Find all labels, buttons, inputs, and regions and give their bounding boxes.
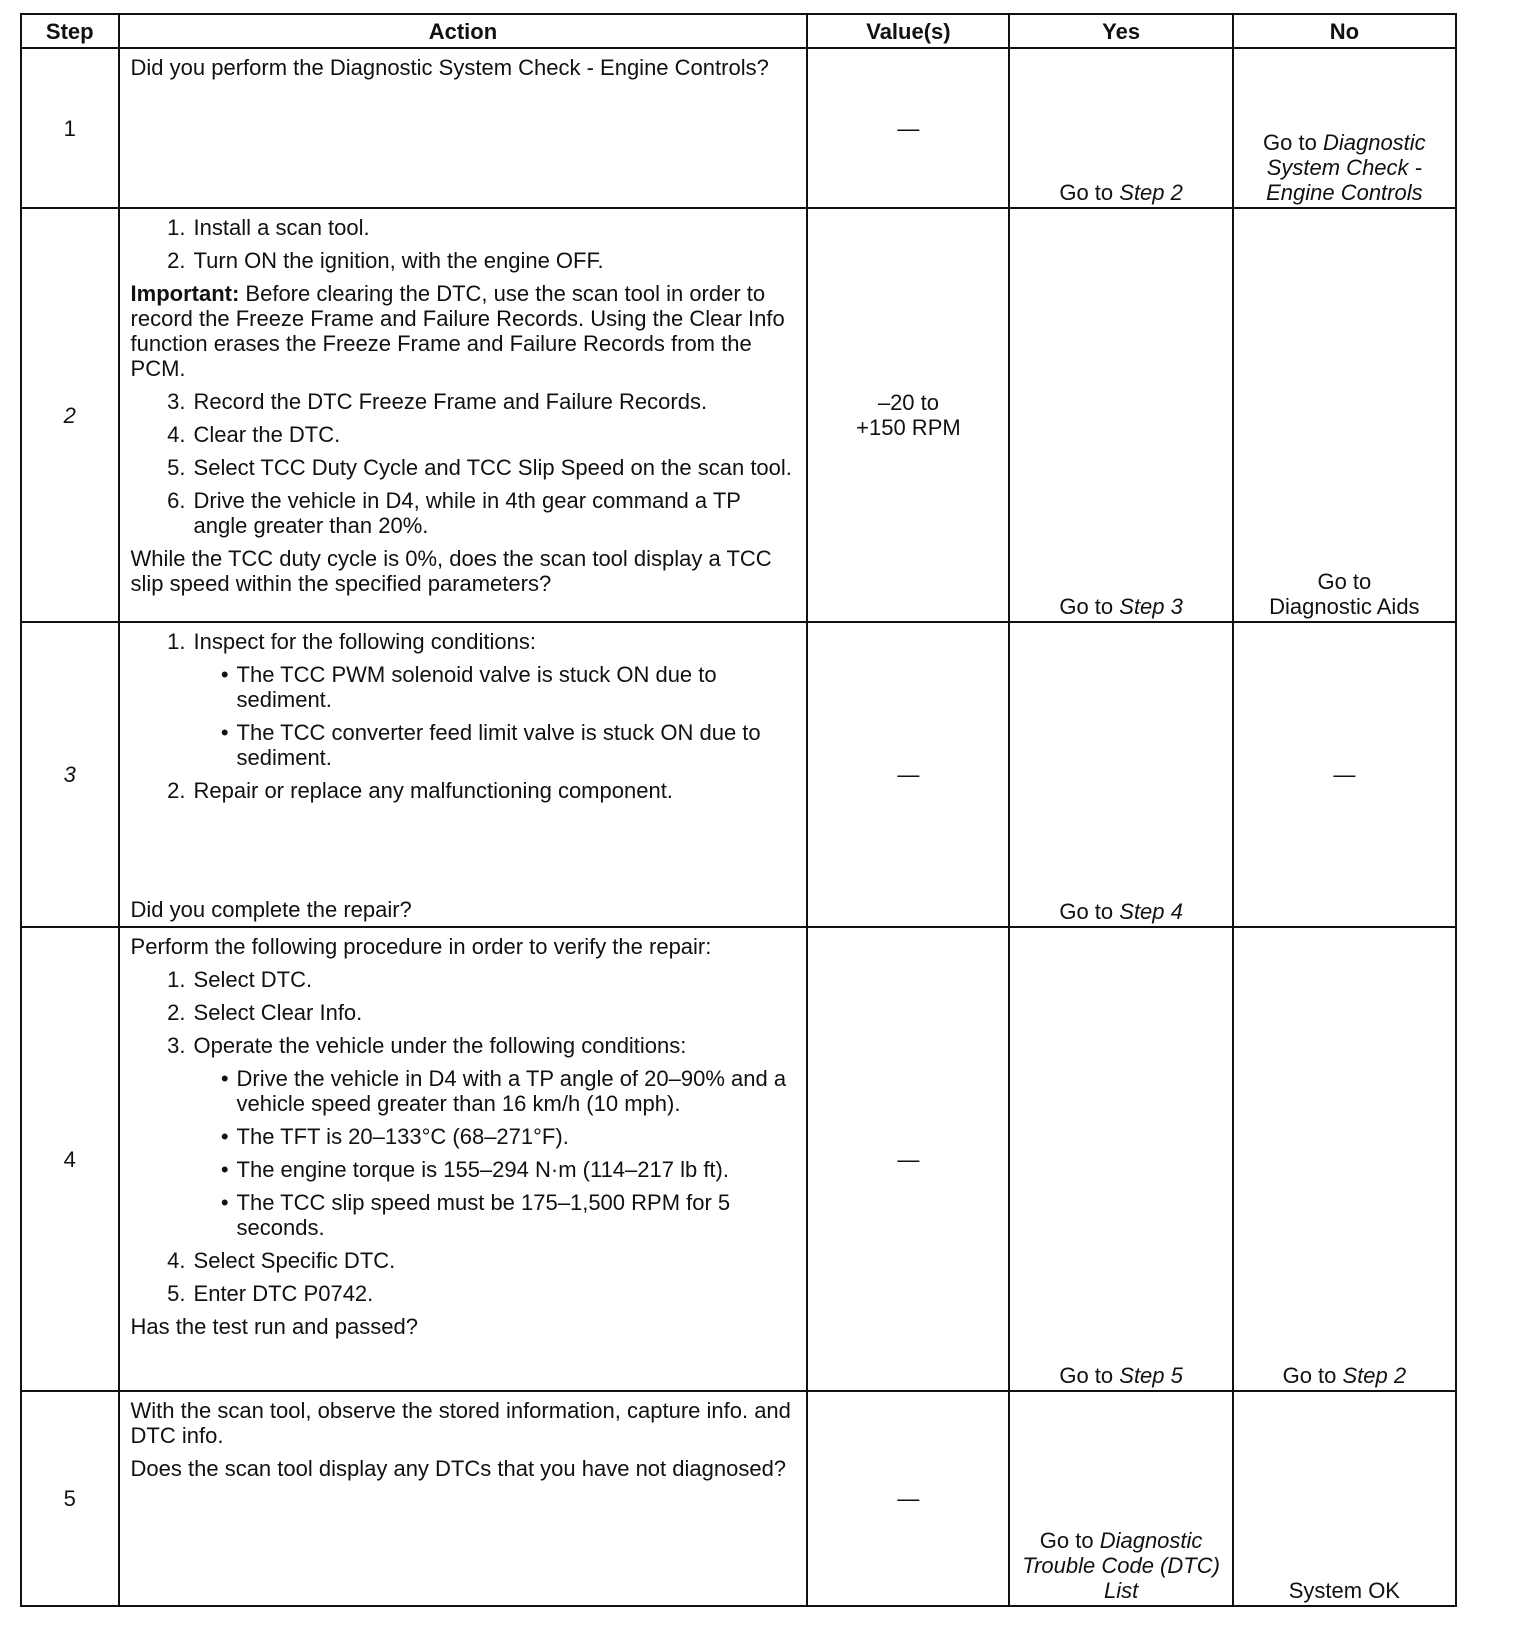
important-note: Important: Before clearing the DTC, use the scan tool in order to record the Freeze Frame and Failure Records. Using the Clear Info function erases the Freeze Frame and Failure Records from the PCM.: [130, 281, 785, 381]
list-item: 5. Enter DTC P0742.: [167, 1281, 374, 1306]
step-number: 5: [21, 1391, 119, 1606]
bullet-item: • The engine torque is 155–294 N·m (114–217 lb ft).: [220, 1157, 729, 1182]
list-item: 1. Install a scan tool.: [167, 215, 370, 240]
yes-prefix: Go to: [1059, 180, 1114, 205]
action-question: Does the scan tool display any DTCs that you have not diagnosed?: [130, 1456, 787, 1481]
list-item: 1. Select DTC.: [167, 967, 313, 992]
list-item: 2. Repair or replace any malfunctioning component.: [167, 778, 673, 803]
yes-cell: [1009, 208, 1232, 622]
action-cell: [119, 927, 808, 1391]
value-cell: –20 to +150 RPM: [807, 208, 1009, 622]
yes-link[interactable]: Step 2: [1119, 180, 1183, 205]
list-item: 5. Select TCC Duty Cycle and TCC Slip Speed on the scan tool.: [167, 455, 792, 480]
no-cell: Go to Diagnostic Aids: [1233, 208, 1456, 622]
value-cell: —: [807, 48, 1009, 208]
list-item: 2. Turn ON the ignition, with the engine OFF.: [167, 248, 604, 273]
yes-cell: [1009, 927, 1232, 1391]
action-cell: [119, 48, 808, 208]
yes-prefix: Go to: [1059, 594, 1114, 619]
action-intro: With the scan tool, observe the stored information, capture info. and DTC info.: [130, 1398, 791, 1448]
action-question: Did you perform the Diagnostic System Check - Engine Controls?: [130, 55, 769, 80]
yes-prefix: Go to: [1059, 1363, 1114, 1388]
yes-link[interactable]: Step 5: [1119, 1363, 1183, 1388]
value-cell: —: [807, 1391, 1009, 1606]
yes-link[interactable]: Step 4: [1119, 899, 1183, 924]
list-item: 4. Select Specific DTC.: [167, 1248, 396, 1273]
list-item: 4. Clear the DTC.: [167, 422, 341, 447]
diagnostic-table: [20, 13, 1457, 1607]
no-cell: [1233, 927, 1456, 1391]
action-question: While the TCC duty cycle is 0%, does the scan tool display a TCC slip speed within the specified parameters?: [130, 546, 772, 596]
value-cell: —: [807, 622, 1009, 927]
action-intro: Perform the following procedure in order to verify the repair:: [130, 934, 712, 959]
bullet-item: • The TFT is 20–133°C (68–271°F).: [220, 1124, 569, 1149]
list-item: 1. Inspect for the following conditions: • The TCC PWM solenoid valve is stuck ON due to sediment. • The TCC converter feed limit valve is stuck ON due to sediment.: [131, 629, 797, 770]
list-item: 3. Record the DTC Freeze Frame and Failure Records.: [167, 389, 708, 414]
yes-prefix: Go to: [1039, 1528, 1094, 1553]
table-row: [21, 1391, 1456, 1606]
yes-cell: [1009, 622, 1232, 927]
table-row: [21, 48, 1456, 208]
bullet-item: • Drive the vehicle in D4 with a TP angle of 20–90% and a vehicle speed greater than 16 km/h (10 mph).: [220, 1066, 787, 1116]
yes-link[interactable]: Step 3: [1119, 594, 1183, 619]
table-row: [21, 208, 1456, 622]
list-item: 3. Operate the vehicle under the following conditions: • Drive the vehicle in D4 with a TP angle of 20–90% and a vehicle speed greater than 16 km/h (10 mph). • The TFT is 20–133°C (68–271°F). • The engine torque is 155–294 N·m (114–217 lb ft). • The TCC slip speed must be 175–1,500 RPM for 5 seconds.: [131, 1033, 797, 1240]
table-row: [21, 622, 1456, 927]
header-value: Value(s): [807, 14, 1009, 48]
yes-cell: [1009, 1391, 1232, 1606]
no-cell: [1233, 48, 1456, 208]
step-number: 4: [21, 927, 119, 1391]
step-number: 1: [21, 48, 119, 208]
no-link[interactable]: Diagnostic Aids: [1269, 594, 1420, 619]
action-question: Did you complete the repair?: [130, 897, 412, 922]
bullet-item: • The TCC converter feed limit valve is stuck ON due to sediment.: [220, 720, 761, 770]
action-cell: [119, 208, 808, 622]
no-link[interactable]: Diagnostic System Check - Engine Controls: [1266, 130, 1426, 205]
list-item: 6. Drive the vehicle in D4, while in 4th gear command a TP angle greater than 20%.: [167, 488, 741, 538]
list-item: 2. Select Clear Info.: [167, 1000, 363, 1025]
header-row: [21, 14, 1456, 48]
yes-link[interactable]: Diagnostic Trouble Code (DTC) List: [1022, 1528, 1220, 1603]
step-number: 3: [21, 622, 119, 927]
yes-cell: [1009, 48, 1232, 208]
header-no: No: [1233, 14, 1456, 48]
action-cell: [119, 622, 808, 927]
step-number: 2: [21, 208, 119, 622]
action-question: Has the test run and passed?: [130, 1314, 418, 1339]
yes-prefix: Go to: [1059, 899, 1114, 924]
header-action: Action: [119, 14, 808, 48]
action-cell: [119, 1391, 808, 1606]
value-cell: —: [807, 927, 1009, 1391]
no-prefix: Go to: [1282, 1363, 1337, 1388]
no-link[interactable]: Step 2: [1342, 1363, 1407, 1388]
table-row: [21, 927, 1456, 1391]
bullet-item: • The TCC PWM solenoid valve is stuck ON due to sediment.: [220, 662, 717, 712]
header-yes: Yes: [1009, 14, 1232, 48]
no-cell: —: [1233, 622, 1456, 927]
bullet-item: • The TCC slip speed must be 175–1,500 RPM for 5 seconds.: [220, 1190, 731, 1240]
header-step: Step: [21, 14, 119, 48]
no-prefix: Go to: [1263, 130, 1317, 155]
no-cell: System OK: [1233, 1391, 1456, 1606]
